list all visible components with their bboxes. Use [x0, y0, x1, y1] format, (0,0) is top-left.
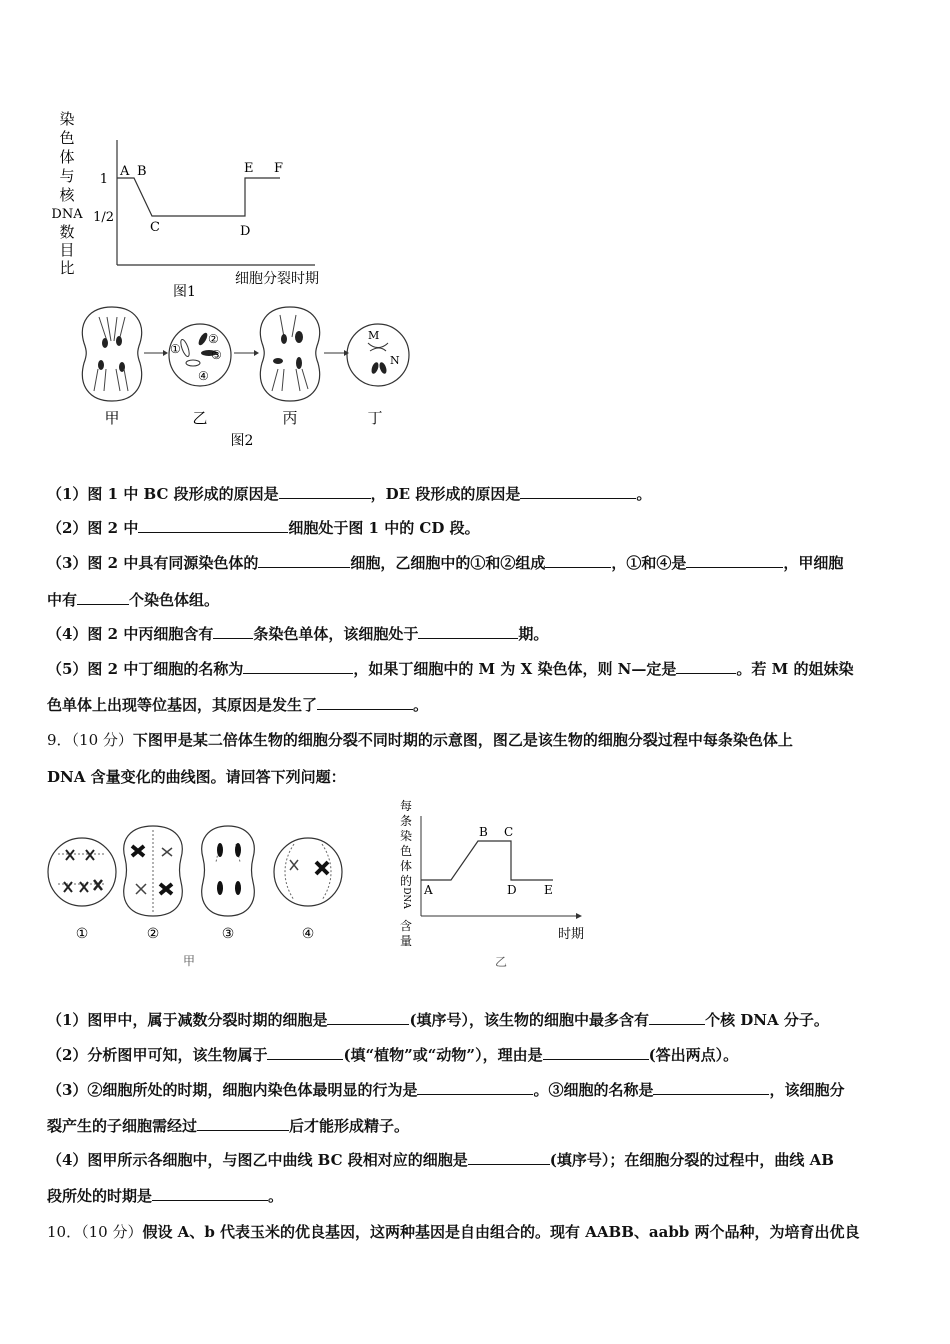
yi-y-char: 量: [399, 934, 413, 948]
answer-blank[interactable]: [676, 657, 736, 674]
yi-mark-1: ①: [170, 342, 181, 356]
fig2-cell-ding: [347, 324, 409, 386]
fig1-y-char: 比: [59, 259, 75, 277]
yi-y-char: 色: [399, 844, 413, 858]
jia-mark-4: ④: [301, 926, 315, 942]
yi-y-char: 的: [399, 874, 413, 888]
q8-sub-1: （1）图 1 中 BC 段形成的原因是 ，DE 段形成的原因是 。: [47, 477, 907, 511]
ding-mark-n: N: [390, 354, 400, 367]
answer-blank[interactable]: [317, 693, 413, 710]
jia-cell-1: [48, 838, 116, 906]
yi-point-e: E: [544, 883, 553, 897]
q9-figure-jia: [44, 822, 354, 972]
jia-mark-2: ②: [146, 926, 160, 942]
answer-blank[interactable]: [258, 551, 350, 568]
fig1-y-char: 体: [59, 148, 75, 166]
yi-y-char: 体: [399, 859, 413, 873]
answer-blank[interactable]: [520, 482, 636, 499]
q8-sub-3: （3）图 2 中具有同源染色体的 细胞，乙细胞中的①和②组成 ，①和④是 ，甲细胞: [47, 546, 907, 580]
yi-point-d: D: [507, 883, 517, 897]
q8-sub-5-cont: 色单体上出现等位基因，其原因是发生了 。: [47, 688, 907, 722]
yi-caption: 乙: [494, 955, 508, 969]
yi-y-char: 条: [399, 814, 413, 828]
fig1-y-axis-label: [51, 110, 83, 277]
answer-blank[interactable]: [197, 1114, 289, 1131]
yi-y-axis-label: [400, 798, 412, 948]
answer-blank[interactable]: [77, 588, 129, 605]
fig1-curve: [117, 178, 280, 216]
jia-cell-4: [274, 838, 342, 906]
q9-sub-3-cont: 裂产生的子细胞需经过 后才能形成精子。: [47, 1109, 907, 1143]
answer-blank[interactable]: [417, 1078, 533, 1095]
q8-sub-2: （2）图 2 中 细胞处于图 1 中的 CD 段。: [47, 511, 907, 545]
answer-blank[interactable]: [243, 657, 353, 674]
yi-y-char: DNA: [401, 887, 411, 909]
answer-blank[interactable]: [545, 551, 611, 568]
figure-1-chart: [40, 100, 360, 305]
fig2-label-yi: 乙: [192, 409, 208, 427]
yi-mark-4: ④: [198, 369, 209, 383]
answer-blank[interactable]: [543, 1043, 649, 1060]
fig1-x-axis-label: 细胞分裂时期: [235, 271, 319, 287]
yi-y-char: 含: [399, 919, 413, 933]
jia-mark-1: ①: [75, 926, 89, 942]
fig1-y-char: 数: [59, 223, 75, 241]
answer-blank[interactable]: [653, 1078, 769, 1095]
fig2-label-bing: 丙: [282, 409, 298, 427]
yi-x-label: 时期: [558, 927, 585, 942]
fig1-y-char: 核: [59, 186, 75, 204]
yi-point-labels: [423, 825, 553, 897]
fig1-y-tick-half: 1/2: [93, 210, 114, 225]
fig2-cell-yi: [169, 324, 231, 386]
answer-blank[interactable]: [327, 1008, 409, 1025]
q10-intro: 10．（10 分）假设 A、b 代表玉米的优良基因，这两种基因是自由组合的。现有 AABB、aabb 两个品种，为培育出优良: [47, 1223, 860, 1241]
fig2-label-jia: 甲: [104, 409, 120, 427]
fig1-point-a: A: [120, 164, 130, 179]
q9-intro-cont: DNA 含量变化的曲线图。请回答下列问题：: [47, 768, 346, 786]
jia-caption: 甲: [182, 954, 196, 968]
fig1-point-e: E: [244, 161, 254, 176]
fig1-point-f: F: [274, 161, 284, 176]
fig1-point-labels: [119, 161, 283, 239]
answer-blank[interactable]: [468, 1148, 550, 1165]
fig2-cell-jia: [82, 307, 141, 401]
answer-blank[interactable]: [279, 482, 371, 499]
q9-sub-4: （4）图甲所示各细胞中，与图乙中曲线 BC 段相对应的细胞是 (填序号）；在细胞分裂的过程中，曲线 AB: [47, 1143, 907, 1177]
jia-mark-3: ③: [221, 926, 235, 942]
yi-point-a: A: [424, 883, 433, 897]
q8-sub-5: （5）图 2 中丁细胞的名称为 ，如果丁细胞中的 M 为 X 染色体，则 N—定是 。若 M 的姐妹染: [47, 652, 907, 686]
figure-2-cells: [70, 303, 420, 453]
q9-sub-2: （2）分析图甲可知，该生物属于 (填“植物”或“动物”），理由是 (答出两点）。: [47, 1038, 907, 1072]
q9-figure-yi: [396, 798, 596, 970]
q9-sub-3: （3）②细胞所处的时期，细胞内染色体最明显的行为是 。③细胞的名称是 ，该细胞分: [47, 1073, 907, 1107]
q8-sub-4: （4）图 2 中丙细胞含有 条染色单体，该细胞处于 期。: [47, 617, 907, 651]
yi-curve: [421, 841, 553, 880]
fig1-y-tick-1: 1: [99, 172, 108, 187]
fig1-point-c: C: [150, 220, 160, 235]
fig1-caption: 图1: [173, 284, 196, 300]
yi-point-c: C: [504, 825, 514, 839]
jia-cell-3: [202, 826, 255, 916]
fig1-y-char: 染: [59, 110, 75, 128]
fig1-y-char: DNA: [51, 207, 83, 222]
yi-y-char: 染: [399, 829, 413, 843]
fig1-y-char: 与: [59, 167, 75, 185]
yi-point-b: B: [479, 825, 488, 839]
fig1-point-b: B: [137, 164, 147, 179]
answer-blank[interactable]: [267, 1043, 343, 1060]
q9-intro: 9．（10 分）下图甲是某二倍体生物的细胞分裂不同时期的示意图，图乙是该生物的细胞分裂过程中每条染色体上: [47, 731, 793, 749]
fig1-y-char: 目: [59, 241, 75, 259]
ding-mark-m: M: [368, 329, 380, 342]
q9-sub-1: （1）图甲中，属于减数分裂时期的细胞是 (填序号），该生物的细胞中最多含有 个核 DNA 分子。: [47, 1003, 907, 1037]
yi-y-char: 每: [399, 799, 413, 813]
answer-blank[interactable]: [213, 622, 253, 639]
answer-blank[interactable]: [686, 551, 783, 568]
fig2-caption: 图2: [230, 433, 254, 449]
jia-marks: [76, 926, 315, 942]
q9-sub-4-cont: 段所处的时期是 。: [47, 1179, 907, 1213]
fig2-cell-bing: [260, 307, 319, 401]
fig2-labels: [104, 409, 382, 427]
answer-blank[interactable]: [649, 1008, 705, 1025]
jia-cell-2: [124, 826, 183, 916]
yi-mark-3: ③: [211, 348, 222, 362]
fig2-label-ding: 丁: [367, 409, 383, 427]
fig1-point-d: D: [240, 224, 251, 239]
answer-blank[interactable]: [152, 1184, 268, 1201]
yi-mark-2: ②: [208, 332, 219, 346]
q8-sub-3-cont: 中有 个染色体组。: [47, 583, 907, 617]
fig1-y-char: 色: [59, 129, 75, 147]
answer-blank[interactable]: [138, 516, 288, 533]
answer-blank[interactable]: [418, 622, 518, 639]
